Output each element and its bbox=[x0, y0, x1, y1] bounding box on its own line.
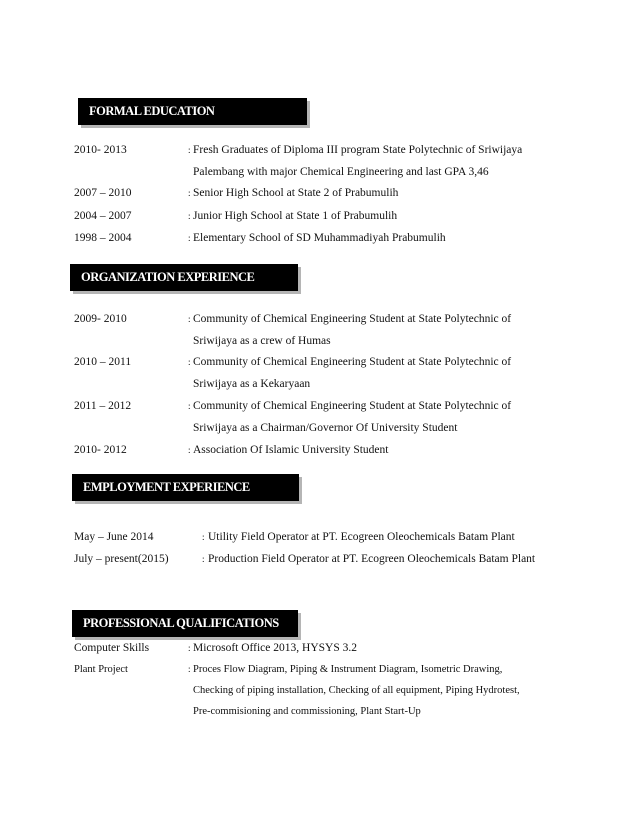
education-date: 2010- 2013 bbox=[74, 144, 127, 156]
employment-date: May – June 2014 bbox=[74, 531, 154, 543]
organization-desc: Community of Chemical Engineering Student at State Polytechnic of bbox=[193, 356, 512, 368]
qualification-desc-continued: Pre-commisioning and commissioning, Plant Start-Up bbox=[193, 706, 421, 717]
section-header-employment-experience: EMPLOYMENT EXPERIENCE bbox=[72, 474, 299, 501]
organization-desc: Association Of Islamic University Student bbox=[193, 444, 389, 456]
qualification-label: Computer Skills bbox=[74, 642, 150, 654]
organization-desc-continued: Sriwijaya as a Kekaryaan bbox=[193, 378, 311, 390]
education-desc: Elementary School of SD Muhammadiyah Prabumulih bbox=[193, 232, 446, 244]
separator: : bbox=[188, 401, 191, 411]
separator: : bbox=[188, 188, 191, 198]
separator: : bbox=[188, 211, 191, 221]
qualification-desc: Proces Flow Diagram, Piping & Instrument Diagram, Isometric Drawing, bbox=[193, 664, 503, 675]
employment-date: July – present(2015) bbox=[74, 553, 169, 565]
separator: : bbox=[202, 554, 205, 564]
education-desc-continued: Palembang with major Chemical Engineering and last GPA 3,46 bbox=[193, 166, 489, 178]
qualification-desc-continued: Checking of piping installation, Checking of all equipment, Piping Hydrotest, bbox=[193, 685, 520, 696]
organization-date: 2010- 2012 bbox=[74, 444, 127, 456]
separator: : bbox=[188, 233, 191, 243]
organization-desc-continued: Sriwijaya as a crew of Humas bbox=[193, 335, 331, 347]
separator: : bbox=[188, 664, 191, 674]
separator: : bbox=[202, 532, 205, 542]
qualification-label: Plant Project bbox=[74, 664, 128, 675]
separator: : bbox=[188, 643, 191, 653]
employment-desc: Utility Field Operator at PT. Ecogreen Oleochemicals Batam Plant bbox=[208, 531, 515, 543]
section-header-professional-qualifications: PROFESSIONAL QUALIFICATIONS bbox=[72, 610, 298, 637]
separator: : bbox=[188, 357, 191, 367]
education-date: 1998 – 2004 bbox=[74, 232, 132, 244]
section-header-organization-experience: ORGANIZATION EXPERIENCE bbox=[70, 264, 298, 291]
qualification-desc: Microsoft Office 2013, HYSYS 3.2 bbox=[193, 642, 357, 654]
organization-date: 2009- 2010 bbox=[74, 313, 127, 325]
separator: : bbox=[188, 145, 191, 155]
section-header-formal-education: FORMAL EDUCATION bbox=[78, 98, 307, 125]
organization-date: 2010 – 2011 bbox=[74, 356, 132, 368]
organization-desc: Community of Chemical Engineering Student at State Polytechnic of bbox=[193, 400, 512, 412]
education-date: 2004 – 2007 bbox=[74, 210, 132, 222]
education-desc: Junior High School at State 1 of Prabumulih bbox=[193, 210, 398, 222]
organization-date: 2011 – 2012 bbox=[74, 400, 132, 412]
organization-desc: Community of Chemical Engineering Student at State Polytechnic of bbox=[193, 313, 512, 325]
organization-desc-continued: Sriwijaya as a Chairman/Governor Of University Student bbox=[193, 422, 458, 434]
separator: : bbox=[188, 445, 191, 455]
separator: : bbox=[188, 314, 191, 324]
education-date: 2007 – 2010 bbox=[74, 187, 132, 199]
education-desc: Senior High School at State 2 of Prabumulih bbox=[193, 187, 399, 199]
education-desc: Fresh Graduates of Diploma III program State Polytechnic of Sriwijaya bbox=[193, 144, 523, 156]
employment-desc: Production Field Operator at PT. Ecogreen Oleochemicals Batam Plant bbox=[208, 553, 536, 565]
